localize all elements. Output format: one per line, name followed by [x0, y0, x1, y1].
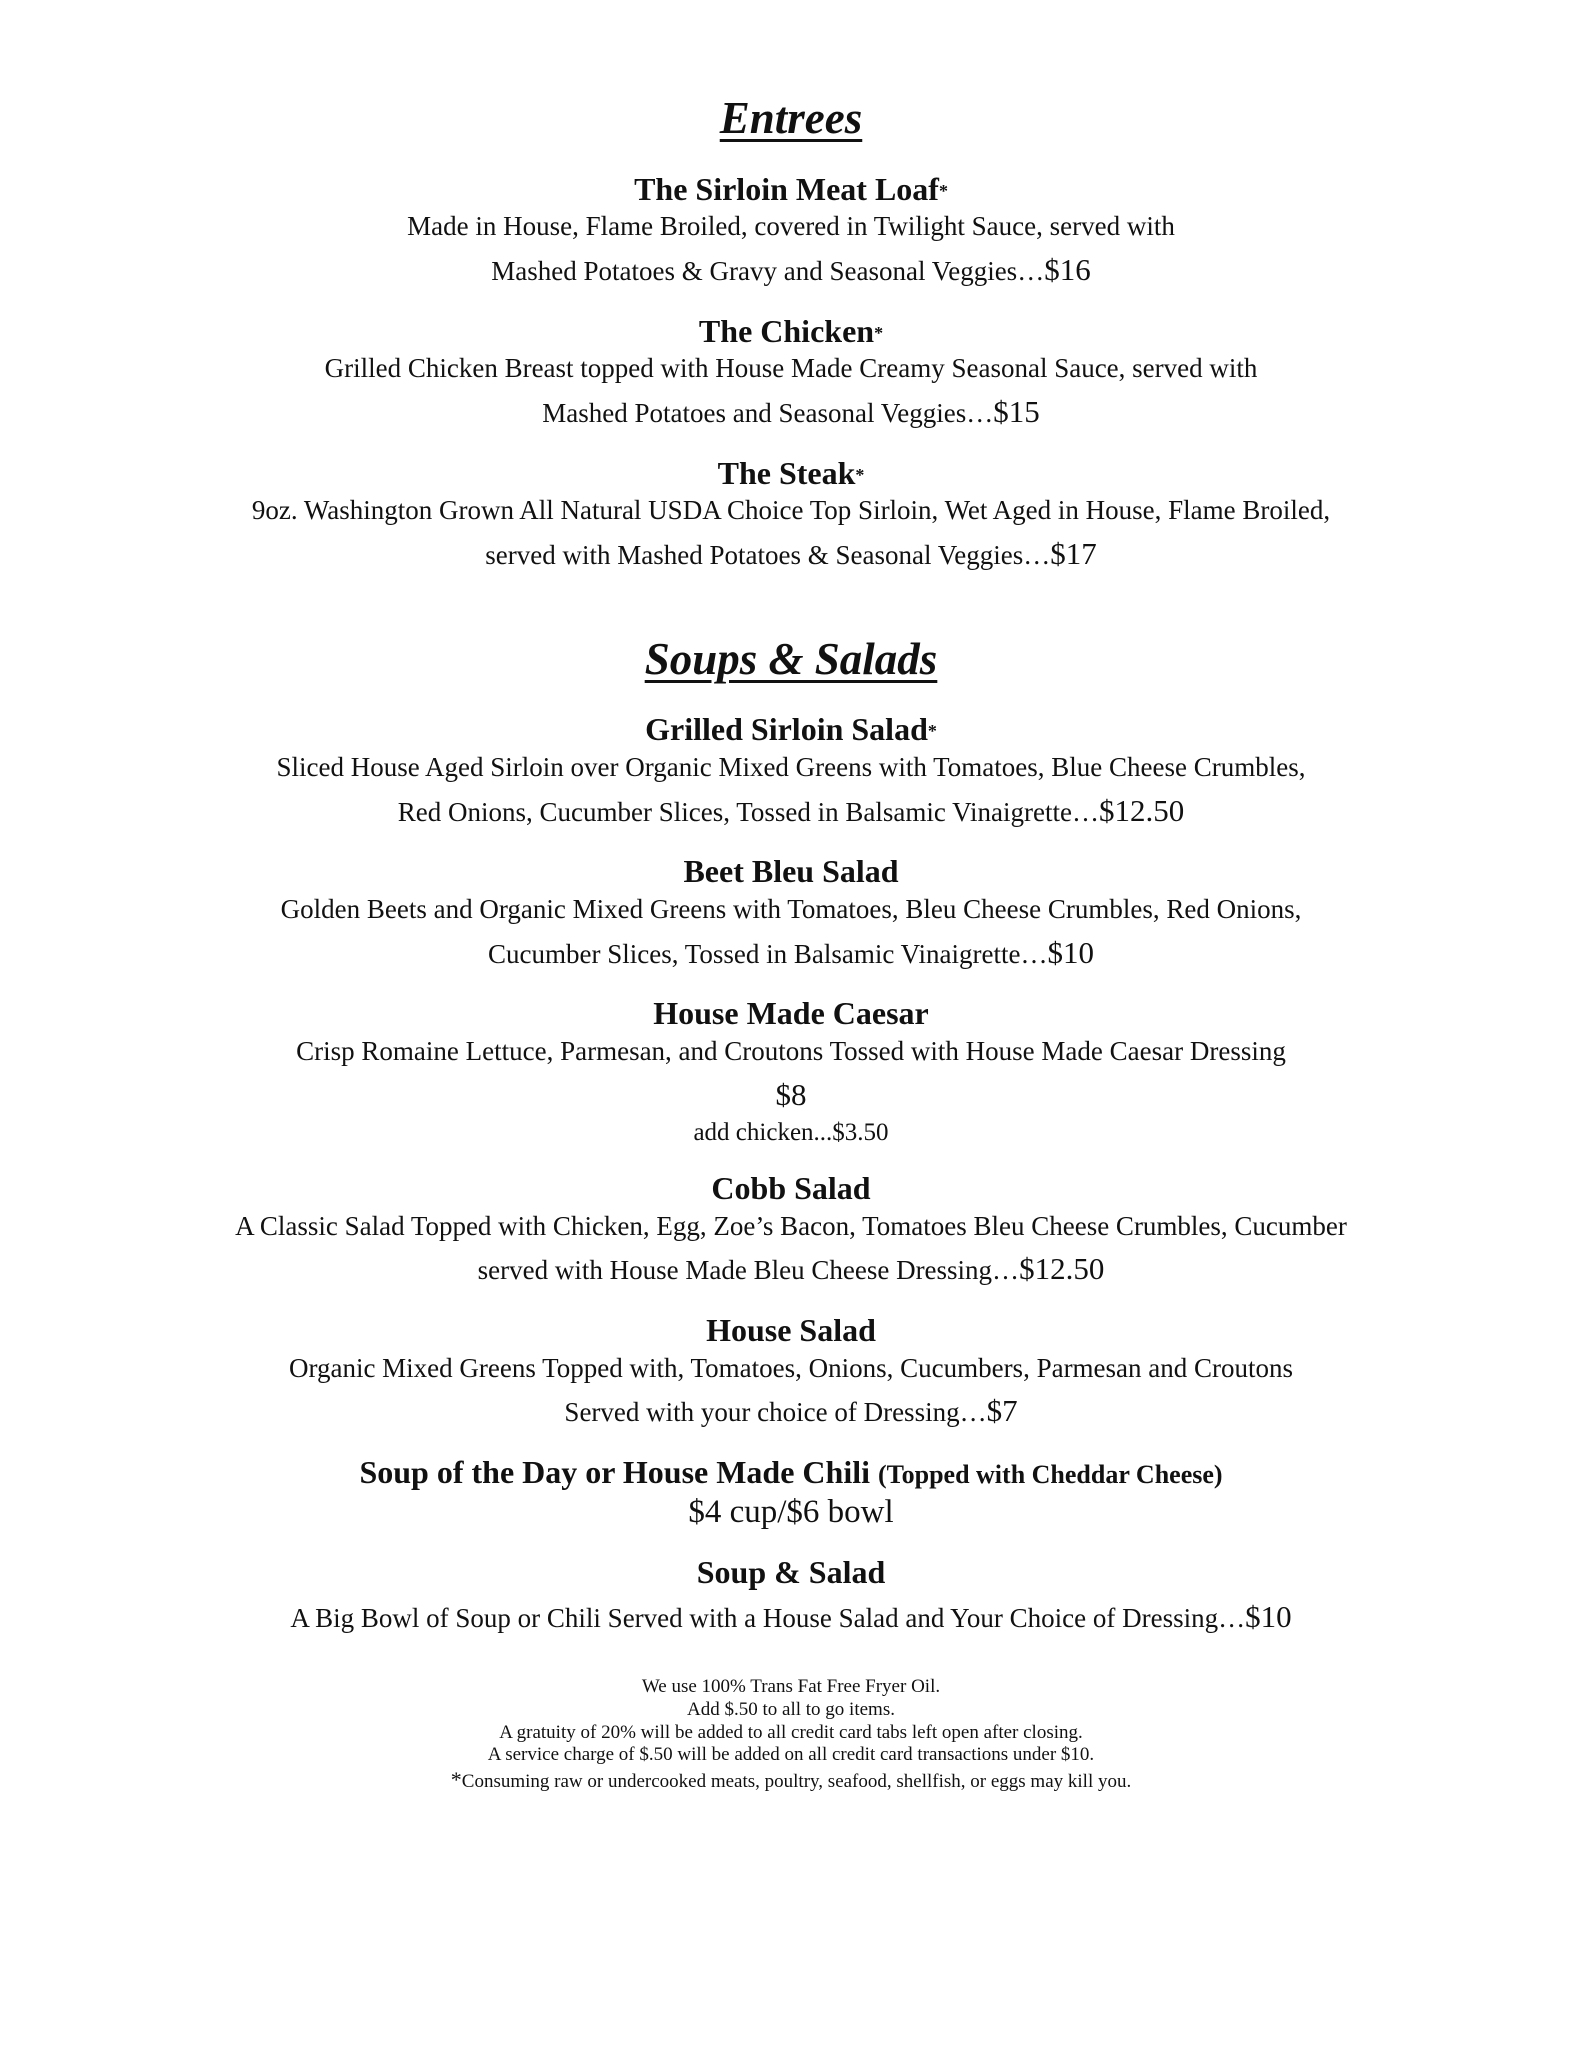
item-description: Sliced House Aged Sirloin over Organic Mixed Greens with Tomatoes, Blue Cheese Crumbles,	[276, 751, 1306, 782]
entrees-list	[0, 171, 1582, 577]
item-price: $8	[775, 1076, 807, 1112]
item-price: $15	[993, 394, 1040, 430]
item-price: $7	[986, 1393, 1018, 1429]
menu-item-soup-and-salad	[0, 1554, 1582, 1640]
item-price: $4 cup/$6 bowl	[688, 1493, 894, 1530]
footer-note: A service charge of $.50 will be added on all credit card transactions under $10.	[487, 1744, 1095, 1766]
footer-note: A gratuity of 20% will be added to all credit card tabs left open after closing.	[499, 1721, 1083, 1743]
item-description: Mashed Potatoes and Seasonal Veggies…	[542, 398, 994, 429]
asterisk-marker: *	[874, 322, 884, 343]
soups-salads-heading: Soups & Salads	[644, 633, 938, 684]
asterisk-marker: *	[927, 721, 937, 742]
item-description: served with House Made Bleu Cheese Dressing…	[477, 1255, 1020, 1286]
item-name: The Sirloin Meat Loaf	[634, 170, 939, 207]
asterisk-marker: *	[938, 180, 948, 201]
footer-warning: Consuming raw or undercooked meats, poultry, seafood, shellfish, or eggs may kill you.	[461, 1771, 1132, 1793]
item-description: Made in House, Flame Broiled, covered in Twilight Sauce, served with	[407, 211, 1175, 242]
asterisk-marker: *	[450, 1767, 462, 1793]
menu-item-beet-bleu-salad	[0, 853, 1582, 975]
item-description: Crisp Romaine Lettuce, Parmesan, and Croutons Tossed with House Made Caesar Dressing	[296, 1036, 1286, 1067]
item-price: $10	[1047, 934, 1094, 970]
item-description: A Classic Salad Topped with Chicken, Egg, Zoe’s Bacon, Tomatoes Bleu Cheese Crumbles, Cucumber	[235, 1210, 1347, 1241]
item-description: Cucumber Slices, Tossed in Balsamic Vinaigrette…	[488, 938, 1048, 969]
item-name: House Made Caesar	[653, 995, 929, 1032]
item-price: $17	[1050, 536, 1097, 572]
menu-item-cobb-salad	[0, 1170, 1582, 1292]
item-name: The Chicken	[698, 312, 875, 349]
item-description: Mashed Potatoes & Gravy and Seasonal Veggies…	[491, 255, 1045, 286]
item-name: Beet Bleu Salad	[683, 853, 899, 890]
entrees-heading: Entrees	[719, 93, 863, 143]
asterisk-marker: *	[855, 464, 865, 485]
item-description: Grilled Chicken Breast topped with House Made Creamy Seasonal Sauce, served with	[324, 353, 1258, 384]
item-price: $12.50	[1019, 1251, 1105, 1287]
footer-note: Add $.50 to all to go items.	[687, 1698, 895, 1720]
item-name: The Steak	[717, 454, 856, 491]
menu-item-house-made-caesar	[0, 995, 1582, 1150]
item-description: Organic Mixed Greens Topped with, Tomatoes, Onions, Cucumbers, Parmesan and Croutons	[288, 1352, 1294, 1383]
menu-item-chicken	[0, 313, 1582, 435]
soups-salads-list	[0, 711, 1582, 1640]
item-price: $12.50	[1098, 792, 1185, 828]
item-price: $16	[1044, 251, 1091, 287]
item-name: Soup & Salad	[696, 1553, 886, 1590]
item-name: Soup of the Day or House Made Chili	[359, 1453, 870, 1490]
menu-item-steak	[0, 455, 1582, 577]
item-description: Served with your choice of Dressing…	[564, 1397, 987, 1428]
menu-footer-notes	[0, 1676, 1582, 1794]
item-description: served with Mashed Potatoes & Seasonal Veggies…	[485, 540, 1051, 571]
item-description: A Big Bowl of Soup or Chili Served with a House Salad and Your Choice of Dressing…	[290, 1603, 1246, 1634]
footer-note: We use 100% Trans Fat Free Fryer Oil.	[641, 1675, 941, 1697]
item-note: (Topped with Cheddar Cheese)	[878, 1459, 1223, 1489]
item-price: $10	[1245, 1599, 1292, 1635]
item-addon: add chicken...$3.50	[693, 1119, 889, 1147]
item-name: House Salad	[706, 1311, 876, 1348]
item-description: 9oz. Washington Grown All Natural USDA Choice Top Sirloin, Wet Aged in House, Flame Broiled,	[251, 495, 1331, 526]
item-description: Red Onions, Cucumber Slices, Tossed in Balsamic Vinaigrette…	[397, 796, 1099, 827]
menu-item-grilled-sirloin-salad	[0, 711, 1582, 833]
item-name: Cobb Salad	[711, 1169, 871, 1206]
item-name: Grilled Sirloin Salad	[645, 711, 928, 748]
menu-item-sirloin-meat-loaf	[0, 171, 1582, 293]
menu-item-soup-or-chili	[0, 1454, 1582, 1534]
menu-item-house-salad	[0, 1312, 1582, 1434]
item-description: Golden Beets and Organic Mixed Greens with Tomatoes, Bleu Cheese Crumbles, Red Onions,	[280, 893, 1302, 924]
